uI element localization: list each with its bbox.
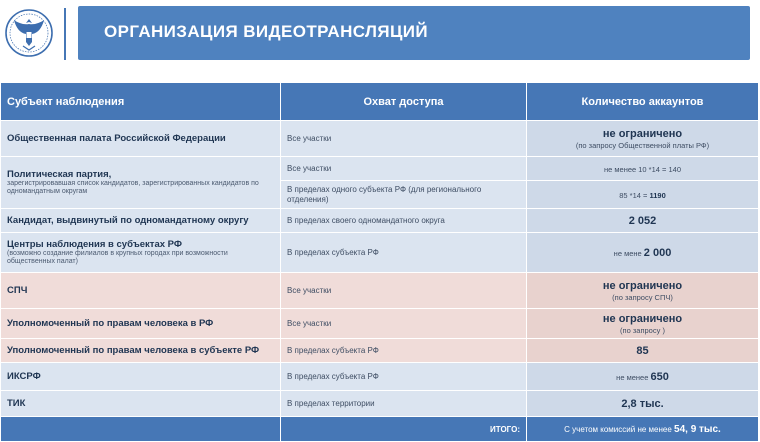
row-access: В пределах одного субъекта РФ (для регионального отделения): [287, 184, 482, 204]
page-title: ОРГАНИЗАЦИЯ ВИДЕОТРАНСЛЯЦИЙ: [104, 22, 429, 41]
table-row: [1, 363, 759, 391]
row-access: Все участки: [287, 318, 332, 328]
table-row: [1, 273, 759, 309]
row-count: 85: [636, 345, 649, 357]
row-count: 2 000: [643, 247, 672, 259]
column-header-accounts: Количество аккаунтов: [527, 83, 759, 121]
total-prefix: С учетом комиссий не менее: [564, 424, 675, 434]
header: [0, 0, 760, 66]
title-banner: [78, 6, 750, 60]
row-subject: ТИК: [7, 398, 26, 409]
column-header-subject: Субъект наблюдения: [1, 83, 281, 121]
row-subject: Уполномоченный по правам человека в субъекте РФ: [7, 345, 260, 356]
row-count: 2,8 тыс.: [621, 398, 664, 410]
table-row: [1, 339, 759, 363]
row-count: 2 052: [628, 215, 657, 227]
total-row: [1, 417, 759, 442]
table-row: [1, 121, 759, 157]
row-count: не ограничено: [602, 279, 683, 292]
row-subject: Общественная палата Российской Федерации: [7, 133, 226, 144]
table-row: [1, 233, 759, 273]
row-count: не ограничено: [602, 127, 683, 140]
row-count: не ограничено: [602, 312, 683, 325]
row-access: В пределах территории: [287, 398, 375, 408]
row-subject: ИКСРФ: [7, 371, 41, 382]
column-header-access: Охват доступа: [281, 83, 527, 121]
row-access: В пределах субъекта РФ: [287, 345, 379, 355]
row-count-note: (по запросу СПЧ): [612, 292, 673, 302]
row-count-prefix: не менее 10 *14 = 140: [603, 165, 682, 174]
row-subject: СПЧ: [7, 285, 28, 296]
row-count: 650: [650, 371, 669, 383]
row-subject: Кандидат, выдвинутый по одномандатному округу: [7, 215, 249, 226]
row-access: В пределах субъекта РФ: [287, 371, 379, 381]
row-subject: Уполномоченный по правам человека в РФ: [7, 318, 214, 329]
total-label: ИТОГО:: [281, 417, 527, 442]
row-access: Все участки: [287, 133, 332, 143]
row-count-note: (по запросу Общественной платы РФ): [575, 140, 710, 150]
header-divider: [64, 8, 66, 60]
row-count-prefix: не менее: [616, 373, 651, 382]
row-count-prefix: не мене: [613, 249, 644, 258]
row-access: Все участки: [287, 163, 332, 173]
row-subject-note: зарегистрировавшая список кандидатов, зарегистрированных кандидатов по одномандатным округам: [7, 179, 259, 195]
row-count-note: (по запросу ): [620, 325, 665, 335]
row-subject: Центры наблюдения в субъектах РФ: [7, 238, 182, 250]
table-row: [1, 309, 759, 339]
row-subject: Политическая партия,: [7, 168, 112, 180]
eagle-emblem-icon: [4, 8, 54, 58]
table-row: [1, 209, 759, 233]
row-count: 1190: [649, 191, 666, 200]
data-table: [0, 82, 759, 442]
row-subject-note: (возможно создание филиалов в крупных городах при возможности общественных палат): [7, 249, 228, 265]
row-access: Все участки: [287, 285, 332, 295]
total-value: 54, 9 тыс.: [674, 423, 721, 435]
row-access: В пределах своего одномандатного округа: [287, 215, 445, 225]
table-row: [1, 391, 759, 417]
table-row: [1, 157, 759, 181]
row-count-prefix: 85 *14 =: [619, 191, 650, 200]
table-header-row: [1, 83, 759, 121]
row-access: В пределах субъекта РФ: [287, 247, 379, 257]
